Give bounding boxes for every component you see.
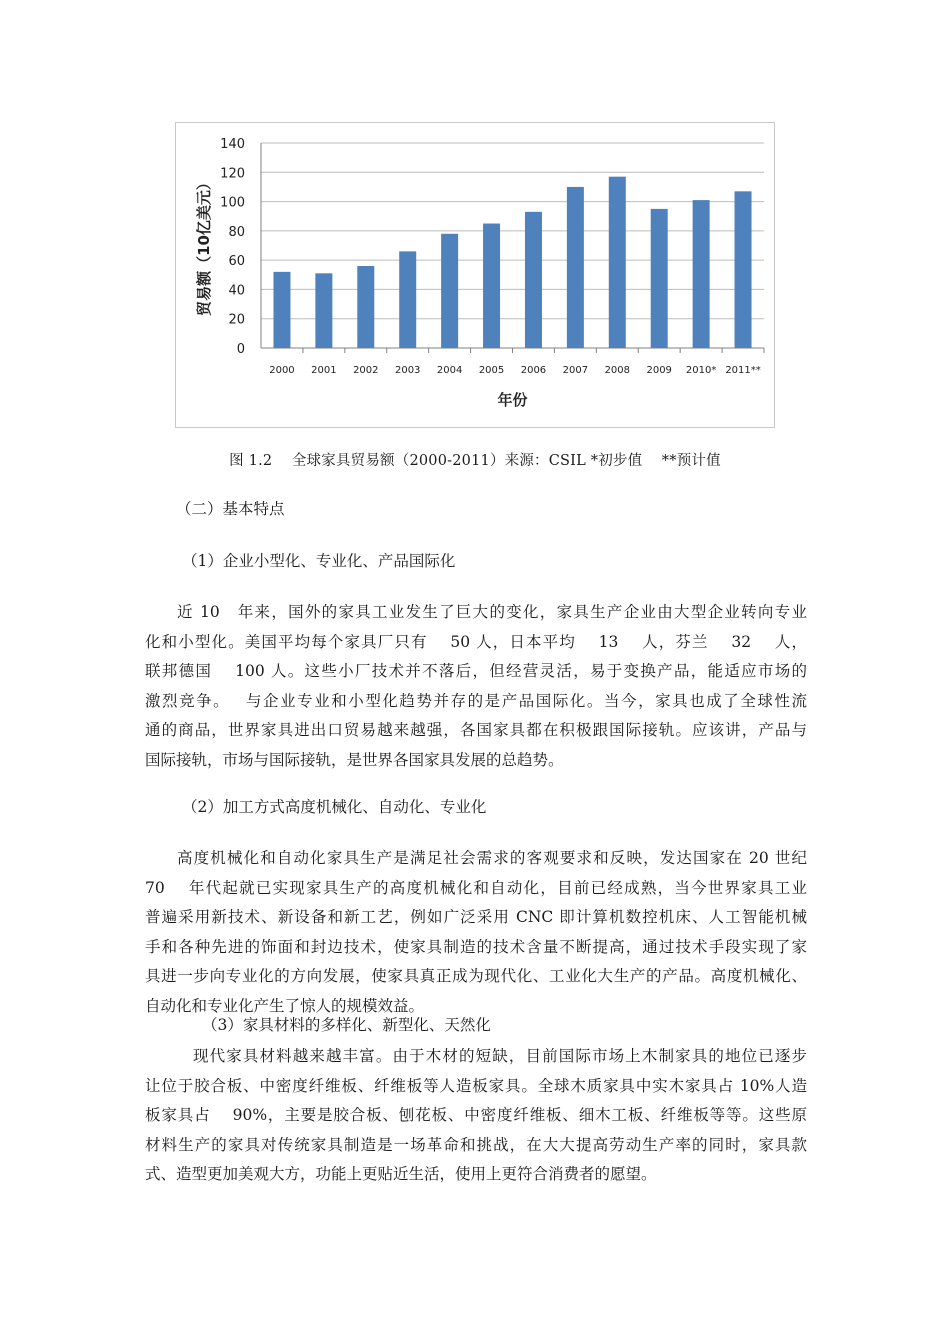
x-tick-label: 2008	[604, 365, 631, 376]
x-tick-label: 2005	[478, 365, 505, 376]
x-tick-label: 2003	[394, 365, 421, 376]
y-tick-label: 40	[228, 283, 245, 299]
y-tick-label: 140	[220, 137, 245, 152]
x-tick-label: 2007	[562, 365, 589, 376]
bar	[609, 177, 626, 348]
paragraph-line: 普遍采用新技术、新设备和新工艺，例如广泛采用 CNC 即计算机数控机床、人工智能机械	[145, 908, 807, 926]
bar	[441, 234, 458, 348]
y-tick-label: 60	[228, 254, 245, 270]
x-tick-label: 2011**	[725, 365, 761, 376]
paragraph-2	[145, 844, 807, 1021]
bar	[315, 273, 332, 348]
y-tick-label: 0	[236, 342, 245, 357]
subsection-3-title: （3）家具材料的多样化、新型化、天然化	[202, 1016, 491, 1034]
trade-chart	[175, 122, 775, 428]
paragraph-line: 70 年代起就已实现家具生产的高度机械化和自动化，目前已经成熟，当今世界家具工业	[145, 878, 807, 897]
bar	[483, 224, 500, 348]
paragraph-line: 让位于胶合板、中密度纤维板、纤维板等人造板家具。全球木质家具中实木家具占 10%人造	[145, 1076, 807, 1095]
bar	[693, 200, 710, 348]
paragraph-line: 激烈竞争。 与企业专业和小型化趋势并存的是产品国际化。当今，家具也成了全球性流	[145, 691, 807, 710]
paragraph-line: 板家具占 90%，主要是胶合板、刨花板、中密度纤维板、细木工板、纤维板等等。这些原	[145, 1106, 807, 1124]
y-axis-title: 贸易额（10亿美元）	[195, 175, 213, 316]
bar-chart-svg	[176, 123, 774, 427]
section-title: （二）基本特点	[176, 500, 285, 518]
bar	[273, 272, 290, 348]
bar	[525, 212, 542, 348]
paragraph-line: 近 10 年来，国外的家具工业发生了巨大的变化，家具生产企业由大型企业转向专业	[177, 603, 807, 621]
x-tick-label: 2001	[311, 365, 337, 376]
paragraph-3	[145, 1042, 807, 1190]
x-tick-label: 2004	[436, 365, 463, 376]
paragraph-1	[145, 598, 807, 775]
paragraph-line: 式、造型更加美观大方，功能上更贴近生活，使用上更符合消费者的愿望。	[145, 1165, 657, 1183]
y-tick-label: 20	[228, 312, 245, 328]
paragraph-line: 联邦德国 100 人。这些小厂技术并不落后，但经营灵活，易于变换产品，能适应市场的	[145, 662, 807, 680]
paragraph-line: 化和小型化。美国平均每个家具厂只有 50 人，日本平均 13 人，芬兰 32 人，	[145, 632, 807, 651]
x-tick-label: 2006	[520, 365, 547, 376]
bar	[399, 251, 416, 348]
subsection-2-title: （2）加工方式高度机械化、自动化、专业化	[182, 798, 487, 816]
x-tick-label: 2002	[353, 365, 379, 376]
y-tick-label: 120	[220, 166, 245, 182]
paragraph-line: 具进一步向专业化的方向发展，使家具真正成为现代化、工业化大生产的产品。高度机械化、	[145, 967, 807, 985]
paragraph-line: 材料生产的家具对传统家具制造是一场革命和挑战，在大大提高劳动生产率的同时，家具款	[145, 1135, 807, 1154]
bar	[567, 187, 584, 348]
paragraph-line: 高度机械化和自动化家具生产是满足社会需求的客观要求和反映，发达国家在 20 世纪	[177, 849, 807, 867]
x-tick-label: 2000	[269, 365, 295, 376]
paragraph-line: 手和各种先进的饰面和封边技术，使家具制造的技术含量不断提高，通过技术手段实现了家	[145, 937, 807, 956]
x-tick-label: 2009	[646, 365, 672, 376]
x-axis-title: 年份	[497, 391, 528, 409]
bar	[651, 209, 668, 348]
x-tick-label: 2010*	[685, 365, 717, 376]
paragraph-line: 国际接轨，市场与国际接轨，是世界各国家具发展的总趋势。	[145, 750, 564, 769]
paragraph-line: 自动化和专业化产生了惊人的规模效益。	[145, 996, 425, 1015]
bar	[357, 266, 374, 348]
subsection-1-title: （1）企业小型化、专业化、产品国际化	[182, 552, 456, 570]
paragraph-line: 通的商品，世界家具进出口贸易越来越强，各国家具都在积极跟国际接轨。应该讲，产品与	[145, 721, 807, 739]
paragraph-line: 现代家具材料越来越丰富。由于木材的短缺，目前国际市场上木制家具的地位已逐步	[193, 1047, 807, 1065]
y-tick-label: 80	[228, 224, 245, 240]
bar	[735, 191, 752, 348]
figure-caption: 图 1.2 全球家具贸易额（2000-2011）来源：CSIL *初步值 **预计值	[229, 453, 721, 469]
y-tick-label: 100	[220, 195, 245, 211]
